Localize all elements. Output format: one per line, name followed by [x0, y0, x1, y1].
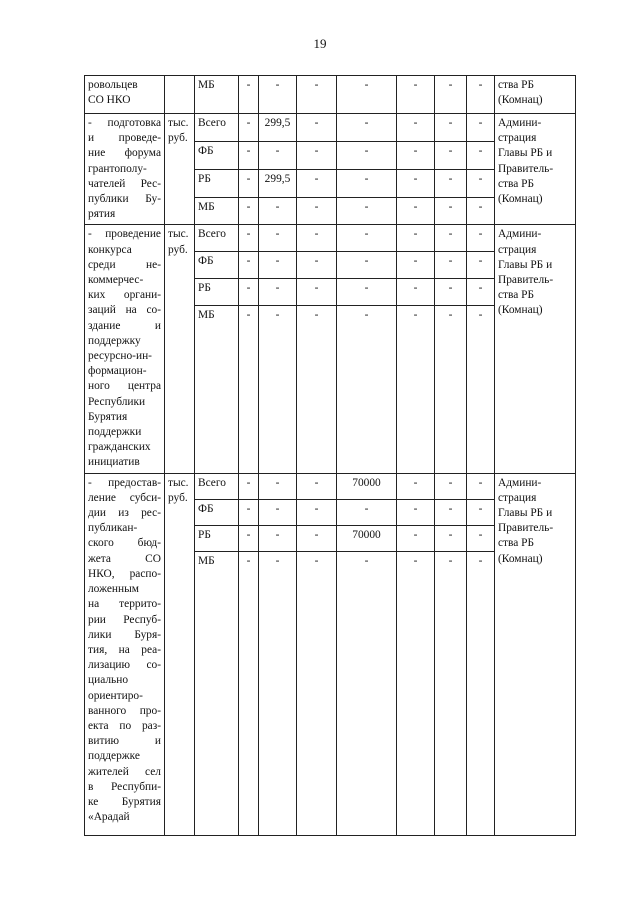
value-cell: -: [337, 252, 397, 279]
unit-cell: [165, 76, 195, 114]
text-line: коммерчес-: [88, 274, 144, 287]
value-cell: -: [467, 197, 495, 225]
value-cell: -: [435, 499, 467, 525]
activity-description: [85, 225, 165, 473]
value-cell: -: [435, 473, 467, 499]
responsible-executor: [495, 114, 576, 225]
text-line: ление субси-: [88, 491, 161, 504]
text-line: жета СО: [88, 552, 161, 565]
text-line: (Комнац): [498, 193, 543, 206]
text-line: формацион-: [88, 365, 147, 378]
value-cell: -: [397, 114, 435, 142]
value-cell: -: [297, 141, 337, 169]
value-cell: -: [239, 252, 259, 279]
value-cell: -: [467, 279, 495, 306]
value-cell: -: [259, 473, 297, 499]
value-cell: -: [397, 499, 435, 525]
value-cell: -: [467, 252, 495, 279]
unit-cell: тыс. руб.: [165, 473, 195, 835]
funding-source: Всего: [195, 225, 239, 252]
value-cell: -: [297, 551, 337, 835]
value-cell: -: [435, 551, 467, 835]
text-line: ванного про-: [88, 704, 161, 717]
text-line: здание и: [88, 319, 161, 332]
text-line: ресурсно-ин-: [88, 350, 152, 363]
value-cell: -: [297, 306, 337, 474]
value-cell: -: [435, 252, 467, 279]
text-line: ства РБ: [498, 177, 535, 190]
value-cell: -: [337, 225, 397, 252]
text-line: Главы РБ и: [498, 147, 553, 160]
text-line: ного центра: [88, 380, 161, 393]
value-cell: -: [239, 225, 259, 252]
text-line: в Респубпи-: [88, 780, 161, 793]
text-line: лизацию со-: [88, 659, 161, 672]
responsible-executor: [495, 225, 576, 473]
value-cell: -: [297, 525, 337, 551]
text-line: инициатив: [88, 456, 140, 469]
value-cell: -: [397, 525, 435, 551]
value-cell: -: [337, 279, 397, 306]
value-cell: -: [435, 114, 467, 142]
text-line: на террито-: [88, 598, 161, 611]
text-line: ложенным: [88, 583, 139, 596]
value-cell: -: [297, 197, 337, 225]
value-cell: -: [337, 169, 397, 197]
funding-source: ФБ: [195, 141, 239, 169]
value-cell: -: [297, 473, 337, 499]
value-cell: -: [239, 473, 259, 499]
value-cell: -: [337, 197, 397, 225]
text-line: Админи-: [498, 228, 542, 241]
text-line: публики Бу-: [88, 193, 161, 206]
text-line: поддержки: [88, 426, 142, 439]
text-line: заций на со-: [88, 304, 161, 317]
value-cell: -: [337, 306, 397, 474]
value-cell: -: [239, 525, 259, 551]
text-line: екта по раз-: [88, 719, 161, 732]
value-cell: 70000: [337, 473, 397, 499]
text-line: публикан-: [88, 522, 138, 535]
value-cell: -: [467, 114, 495, 142]
text-line: - предостав-: [88, 476, 161, 489]
value-cell: -: [239, 141, 259, 169]
value-cell: -: [239, 499, 259, 525]
value-cell: -: [435, 306, 467, 474]
text-line: НКО, распо-: [88, 567, 161, 580]
value-cell: -: [435, 279, 467, 306]
text-line: витию и: [88, 735, 161, 748]
text-line: Админи-: [498, 117, 542, 129]
text-line: ского бюд-: [88, 537, 161, 550]
activity-description: [85, 473, 165, 835]
value-cell: -: [297, 279, 337, 306]
value-cell: -: [259, 525, 297, 551]
value-cell: -: [467, 76, 495, 114]
value-cell: -: [467, 525, 495, 551]
text-line: страция: [498, 132, 537, 145]
value-cell: -: [397, 551, 435, 835]
value-cell: -: [337, 141, 397, 169]
text-line: СО НКО: [88, 94, 131, 107]
text-line: ровольцев: [88, 79, 138, 91]
value-cell: -: [337, 114, 397, 142]
text-line: ние форума: [88, 147, 161, 160]
text-line: ких органи-: [88, 289, 161, 302]
table-row: [85, 473, 576, 499]
activity-description: [85, 114, 165, 225]
value-cell: -: [467, 473, 495, 499]
value-cell: -: [435, 141, 467, 169]
text-line: Правитель-: [498, 274, 554, 287]
value-cell: -: [397, 279, 435, 306]
value-cell: -: [259, 252, 297, 279]
table-body: [85, 76, 576, 836]
program-table: [84, 75, 576, 836]
text-line: конкурса: [88, 243, 132, 256]
responsible-executor: [495, 76, 576, 114]
value-cell: -: [239, 169, 259, 197]
value-cell: -: [397, 169, 435, 197]
value-cell: -: [297, 252, 337, 279]
text-line: лики Буря-: [88, 628, 161, 641]
table-row: [85, 76, 576, 114]
funding-source: МБ: [195, 197, 239, 225]
text-line: «Арадай: [88, 811, 130, 824]
funding-source: МБ: [195, 306, 239, 474]
text-line: (Комнац): [498, 304, 543, 317]
text-line: ства РБ: [498, 79, 535, 91]
funding-source: РБ: [195, 169, 239, 197]
value-cell: 299,5: [259, 169, 297, 197]
responsible-executor: [495, 473, 576, 835]
text-line: - подготовка: [88, 117, 161, 129]
value-cell: -: [259, 279, 297, 306]
value-cell: -: [259, 306, 297, 474]
value-cell: -: [297, 114, 337, 142]
text-line: дии из рес-: [88, 507, 161, 520]
table-row: [85, 114, 576, 142]
value-cell: -: [467, 169, 495, 197]
table-row: [85, 225, 576, 252]
value-cell: -: [297, 225, 337, 252]
text-line: Правитель-: [498, 162, 554, 175]
value-cell: -: [239, 197, 259, 225]
value-cell: 70000: [337, 525, 397, 551]
funding-source: ФБ: [195, 252, 239, 279]
value-cell: -: [435, 76, 467, 114]
value-cell: -: [259, 141, 297, 169]
value-cell: 299,5: [259, 114, 297, 142]
text-line: ства РБ: [498, 289, 535, 302]
page-number: 19: [313, 36, 327, 51]
value-cell: -: [259, 551, 297, 835]
text-line: поддержке: [88, 750, 140, 763]
text-line: страция: [498, 491, 537, 504]
text-line: поддержку: [88, 334, 141, 347]
value-cell: -: [297, 76, 337, 114]
text-line: жителей сел: [88, 765, 161, 778]
unit-cell: тыс. руб.: [165, 225, 195, 473]
value-cell: -: [297, 499, 337, 525]
value-cell: -: [337, 76, 397, 114]
value-cell: -: [337, 551, 397, 835]
value-cell: -: [397, 141, 435, 169]
value-cell: -: [297, 169, 337, 197]
text-line: чателей Рес-: [88, 177, 161, 190]
text-line: Правитель-: [498, 522, 554, 535]
value-cell: -: [259, 76, 297, 114]
value-cell: -: [467, 141, 495, 169]
activity-description: [85, 76, 165, 114]
value-cell: -: [239, 551, 259, 835]
value-cell: -: [397, 473, 435, 499]
unit-cell: тыс. руб.: [165, 114, 195, 225]
value-cell: -: [467, 306, 495, 474]
value-cell: -: [397, 306, 435, 474]
value-cell: -: [397, 76, 435, 114]
value-cell: -: [239, 279, 259, 306]
value-cell: -: [435, 169, 467, 197]
text-line: и проведе-: [88, 132, 161, 145]
value-cell: -: [467, 225, 495, 252]
value-cell: -: [239, 306, 259, 474]
text-line: - проведение: [88, 228, 161, 241]
text-line: тия, на реа-: [88, 643, 161, 656]
text-line: рятия: [88, 208, 116, 221]
text-line: Админи-: [498, 476, 542, 489]
text-line: Главы РБ и: [498, 507, 553, 520]
text-line: ориентиро-: [88, 689, 143, 702]
text-line: среди не-: [88, 258, 161, 271]
value-cell: -: [467, 551, 495, 835]
value-cell: -: [397, 252, 435, 279]
funding-source: Всего: [195, 473, 239, 499]
text-line: гражданских: [88, 441, 151, 454]
text-line: ке Бурятия: [88, 795, 161, 808]
text-line: циально: [88, 674, 129, 687]
value-cell: -: [259, 499, 297, 525]
value-cell: -: [435, 197, 467, 225]
value-cell: -: [239, 114, 259, 142]
text-line: Бурятия: [88, 410, 128, 423]
value-cell: -: [259, 225, 297, 252]
text-line: страция: [498, 243, 537, 256]
text-line: (Комнац): [498, 552, 543, 565]
text-line: грантополу-: [88, 162, 147, 175]
value-cell: -: [239, 76, 259, 114]
funding-source: ФБ: [195, 499, 239, 525]
value-cell: -: [397, 197, 435, 225]
value-cell: -: [435, 525, 467, 551]
funding-source: РБ: [195, 279, 239, 306]
funding-source: РБ: [195, 525, 239, 551]
funding-source: МБ: [195, 76, 239, 114]
funding-source: МБ: [195, 551, 239, 835]
text-line: (Комнац): [498, 94, 543, 107]
text-line: рии Респуб-: [88, 613, 161, 626]
value-cell: -: [259, 197, 297, 225]
funding-source: Всего: [195, 114, 239, 142]
value-cell: -: [435, 225, 467, 252]
text-line: ства РБ: [498, 537, 535, 550]
value-cell: -: [397, 225, 435, 252]
text-line: Республики: [88, 395, 146, 408]
value-cell: -: [337, 499, 397, 525]
value-cell: -: [467, 499, 495, 525]
text-line: Главы РБ и: [498, 258, 553, 271]
